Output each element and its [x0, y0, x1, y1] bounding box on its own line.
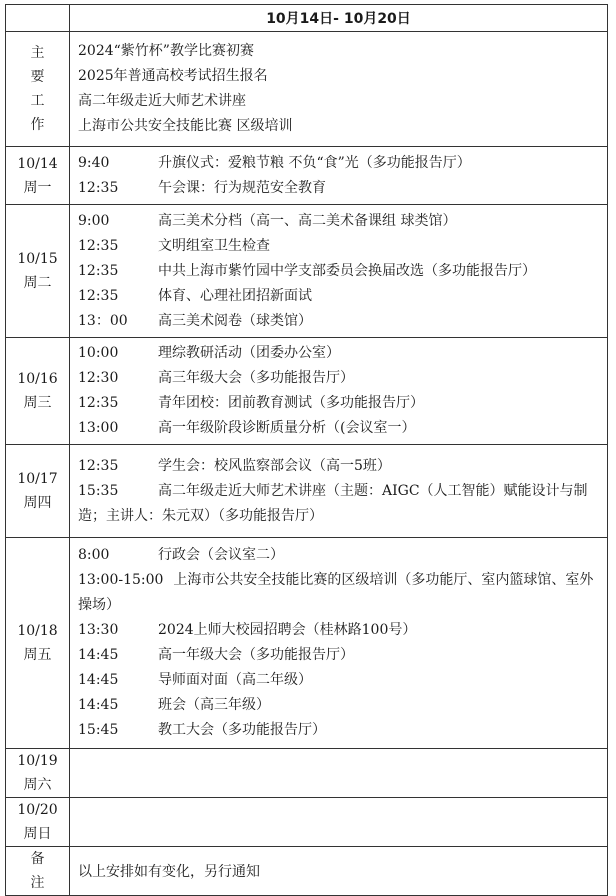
day-row-1019 — [6, 749, 608, 798]
event-text: 2024上师大校园招聘会（桂林路100号） — [158, 622, 417, 638]
event-time: 15:35 — [78, 482, 119, 499]
day-label — [6, 147, 70, 205]
note-row — [6, 847, 608, 896]
event-time: 12:35 — [78, 287, 119, 304]
day-weekday: 周三 — [23, 395, 52, 411]
event-item — [78, 284, 601, 309]
day-events — [70, 445, 608, 538]
event-text: 高一年级阶段诊断质量分析（(会议室一） — [158, 420, 416, 436]
main-work-item: 高二年级走近大师艺术讲座 — [78, 93, 246, 109]
event-time: 14:45 — [78, 647, 119, 663]
event-text: 高三美术分档（高一、高二美术备课组 球类馆） — [158, 212, 457, 229]
event-item — [78, 618, 601, 643]
day-label — [6, 798, 70, 847]
event-item — [78, 718, 601, 743]
event-text: 高一年级大会（多功能报告厅） — [158, 647, 354, 663]
day-date: 10/15 — [17, 251, 58, 267]
event-item — [78, 151, 601, 176]
event-item — [78, 234, 601, 259]
event-text: 高三年级大会（多功能报告厅） — [158, 370, 354, 386]
event-item — [78, 259, 601, 284]
day-date: 10/16 — [17, 371, 58, 387]
day-weekday: 周六 — [23, 777, 52, 793]
day-date: 10/17 — [17, 471, 58, 487]
event-time: 15:45 — [78, 722, 119, 738]
day-weekday: 周二 — [23, 275, 52, 291]
event-time: 13：00 — [78, 312, 128, 329]
event-text: 升旗仪式：爱粮节粮 不负“食”光（多功能报告厅） — [158, 154, 471, 171]
day-events-empty — [70, 798, 608, 847]
event-text: 中共上海市紫竹园中学支部委员会换届改选（多功能报告厅） — [158, 262, 536, 279]
label-char: 作 — [30, 117, 45, 133]
day-date: 10/18 — [17, 623, 58, 639]
event-time: 12:35 — [78, 395, 119, 411]
event-text: 高二年级走近大师艺术讲座（主题：AIGC（人工智能）赋能设计与制造；主讲人：朱元双）（多功能报告厅） — [78, 482, 588, 524]
day-weekday: 周四 — [23, 495, 52, 511]
day-events-empty — [70, 749, 608, 798]
event-time: 12:30 — [78, 370, 119, 386]
event-item — [78, 479, 601, 529]
event-text: 行政会（会议室二） — [158, 547, 284, 563]
event-time: 13:30 — [78, 622, 119, 638]
day-date: 10/14 — [17, 155, 58, 172]
event-item — [78, 668, 601, 693]
event-item — [78, 176, 601, 201]
main-work-label — [6, 32, 70, 147]
day-events — [70, 538, 608, 749]
week-title: 10月14日- 10月20日 — [70, 5, 608, 32]
event-time: 12:35 — [78, 237, 119, 254]
day-events — [70, 205, 608, 338]
event-item — [78, 454, 601, 479]
event-text: 班会（高三年级） — [158, 697, 270, 713]
event-item — [78, 209, 601, 234]
event-item — [78, 366, 601, 391]
main-work-item: 2024“紫竹杯”教学比赛初赛 — [78, 43, 254, 59]
header-blank-cell — [6, 5, 70, 32]
event-text: 导师面对面（高二年级） — [158, 672, 312, 688]
label-char: 备 — [30, 851, 45, 867]
schedule-table — [5, 4, 608, 896]
event-item — [78, 568, 601, 618]
label-char: 要 — [30, 69, 45, 85]
event-item — [78, 309, 601, 334]
day-events — [70, 147, 608, 205]
day-row-1017 — [6, 445, 608, 538]
event-time: 13:00-15:00 — [78, 572, 164, 588]
day-label — [6, 749, 70, 798]
event-text: 午会课：行为规范安全教育 — [158, 179, 326, 196]
day-weekday: 周一 — [23, 179, 52, 196]
day-label — [6, 205, 70, 338]
event-text: 文明组室卫生检查 — [158, 237, 270, 254]
label-char: 工 — [30, 93, 45, 109]
day-label — [6, 538, 70, 749]
day-date: 10/20 — [17, 802, 58, 818]
day-row-1016 — [6, 338, 608, 445]
event-time: 12:35 — [78, 179, 119, 196]
main-work-item: 2025年普通高校考试招生报名 — [78, 68, 268, 84]
event-time: 14:45 — [78, 697, 119, 713]
event-text: 青年团校：团前教育测试（多功能报告厅） — [158, 395, 424, 411]
event-time: 13:00 — [78, 420, 119, 436]
event-text: 高三美术阅卷（球类馆） — [158, 312, 312, 329]
day-weekday: 周日 — [23, 826, 52, 842]
main-work-item: 上海市公共安全技能比赛 区级培训 — [78, 118, 293, 134]
day-label — [6, 338, 70, 445]
event-text: 体育、心理社团招新面试 — [158, 287, 312, 304]
day-date: 10/19 — [17, 753, 58, 769]
note-text: 以上安排如有变化，另行通知 — [70, 847, 608, 896]
event-item — [78, 543, 601, 568]
event-item — [78, 391, 601, 416]
main-work-list — [70, 32, 608, 147]
event-time: 12:35 — [78, 262, 119, 279]
label-char: 注 — [30, 875, 45, 891]
event-item — [78, 693, 601, 718]
day-row-1020 — [6, 798, 608, 847]
event-item — [78, 416, 601, 441]
event-item — [78, 643, 601, 668]
event-item — [78, 341, 601, 366]
day-row-1015 — [6, 205, 608, 338]
event-time: 14:45 — [78, 672, 119, 688]
day-label — [6, 445, 70, 538]
day-row-1014 — [6, 147, 608, 205]
event-text: 理综教研活动（团委办公室） — [158, 345, 340, 361]
event-time: 12:35 — [78, 457, 119, 474]
event-text: 学生会：校风监察部会议（高一5班） — [158, 457, 391, 474]
note-label — [6, 847, 70, 896]
event-time: 9:00 — [78, 212, 110, 229]
day-events — [70, 338, 608, 445]
event-time: 8:00 — [78, 547, 110, 563]
day-row-1018 — [6, 538, 608, 749]
main-work-row — [6, 32, 608, 147]
event-text: 上海市公共安全技能比赛的区级培训（多功能厅、室内篮球馆、室外操场） — [78, 572, 594, 613]
event-text: 教工大会（多功能报告厅） — [158, 722, 326, 738]
day-weekday: 周五 — [23, 647, 52, 663]
event-time: 9:40 — [78, 154, 110, 171]
event-time: 10:00 — [78, 345, 119, 361]
header-row — [6, 5, 608, 32]
label-char: 主 — [30, 45, 45, 61]
